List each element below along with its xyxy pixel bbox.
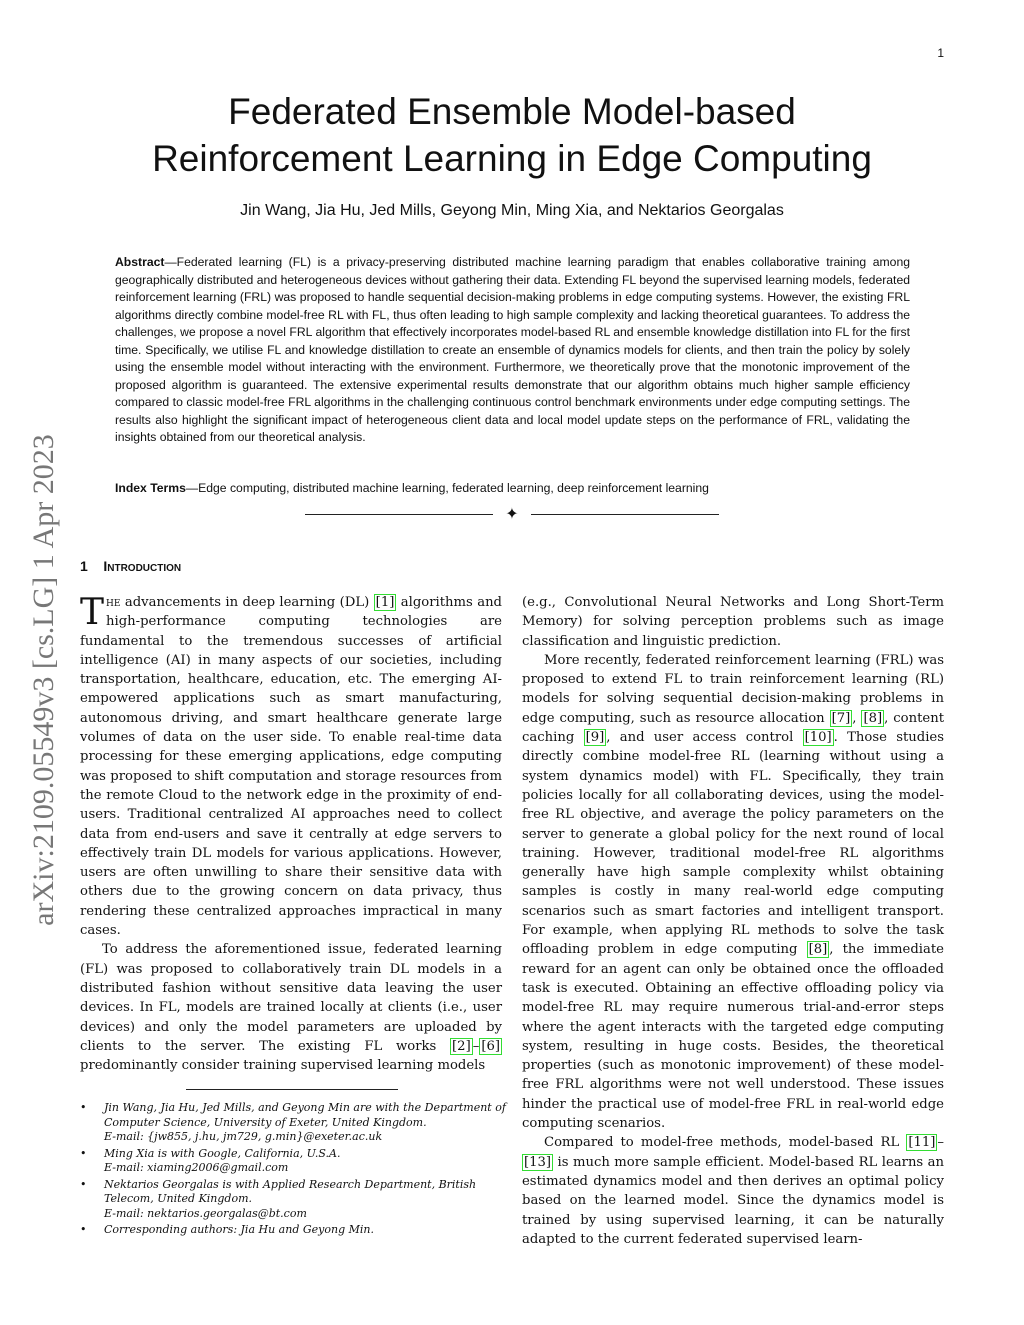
citation-link[interactable]: [1] <box>375 595 395 610</box>
footnotes <box>72 1101 512 1240</box>
citation-link[interactable]: [8] <box>863 710 883 726</box>
footnote-item <box>72 1101 512 1145</box>
index-terms-text: —Edge computing, distributed machine learning, federated learning, deep reinforcement learning <box>185 481 709 495</box>
arxiv-identifier: arXiv:2109.05549v3 [cs.LG] 1 Apr 2023 <box>27 434 60 926</box>
left-column <box>80 593 502 1075</box>
footnote-item <box>72 1178 512 1222</box>
footnote-email: E-mail: nektarios.georgalas@bt.com <box>104 1206 307 1220</box>
smallcaps-text: he <box>106 595 121 610</box>
citation-link[interactable]: [10] <box>804 730 832 746</box>
divider-rule-left <box>305 514 493 515</box>
citation-link[interactable]: [7] <box>831 710 851 726</box>
abstract <box>115 254 910 447</box>
paragraph <box>80 940 502 1075</box>
drop-cap: T <box>80 592 105 633</box>
text-span: advancements in deep learning (DL) <box>120 595 374 610</box>
footnote-email: E-mail: {jw855, j.hu, jm729, g.min}@exeter.ac.uk <box>104 1130 383 1143</box>
text-span: . Those studies directly combine model-free RL (learning without using a system dynamics model) with FL. Specifically, they train policies locally for all collaborating devices, using the model-free RL objective, and average the policy parameters on the server to generate a global policy for the next round of local training. However, traditional model-free RL algorithms generally have high sample complexity whilst obtaining samples is costly in many real-world edge computing scenarios such as smart factories and intelligent transport. For example, when applying RL methods to solve the task offloading problem in edge computing <box>522 730 944 958</box>
text-span: Compared to model-free methods, model-based RL <box>544 1135 907 1151</box>
index-terms-label: Index Terms <box>115 481 186 495</box>
citation-link[interactable]: [8] <box>808 942 828 958</box>
footnote-affiliation: • Ming Xia is with Google, California, U.S.A. <box>104 1146 341 1160</box>
citation-link[interactable]: [11] <box>908 1135 936 1151</box>
citation-range-dash: – <box>937 1135 944 1151</box>
citation-link[interactable]: [9] <box>585 730 605 746</box>
divider-rule-right <box>531 514 719 515</box>
abstract-text: —Federated learning (FL) is a privacy-preserving distributed machine learning paradigm that enables collaborative training among geographically distributed and heterogeneous devices without gathering their data. Extending FL beyond the supervised learning models, federated reinforcement learning (FRL) was proposed to handle sequential decision-making problems in edge computing systems. However, the existing FRL algorithms directly combine model-free RL with FL, thus often leading to high sample complexity and lacking theoretical guarantees. To address the challenges, we propose a novel FRL algorithm that effectively incorporates model-based RL and ensemble knowledge distillation into FL for the first time. Specifically, we utilise FL and knowledge distillation to create an ensemble of dynamics models for clients, and then train the policy by solely using the ensemble model without interacting with the environment. Furthermore, we theoretically prove that the monotonic improvement of the proposed algorithm is guaranteed. The extensive experimental results demonstrate that our algorithm obtains much higher sample efficiency compared to classic model-free FRL algorithms in the challenging continuous control benchmark environments under edge computing settings. The results also highlight the significant impact of heterogeneous client data and local model update steps on the performance of FRL, validating the insights obtained from our theoretical analysis. <box>115 255 910 444</box>
citation-link[interactable]: [13] <box>524 1154 552 1170</box>
text-span: algorithms and high-performance computing technologies are fundamental to the tremendous successes of artificial intelligence (AI) in many aspects of our societies, including transportation, healthcare, education, etc. The emerging AI-empowered applications such as smart manufacturing, autonomous driving, and smart healthcare generate large volumes of data on the user side. To enable real-time data processing for these emerging applications, edge computing was proposed to shift computation and storage resources from the remote Cloud to the network edge in the proximity of end-users. Traditional centralized AI approaches need to collect data from end-users and save it centrally at edge servers to effectively train DL models for various applications. However, users are often unwilling to share their sensitive data with others due to the growing concern on data privacy, thus rendering these centralized approaches impractical in many cases. <box>80 595 503 939</box>
divider-ornament-icon: ✦ <box>505 504 519 523</box>
section-number: 1 <box>80 558 88 574</box>
citation-separator: , <box>852 710 862 726</box>
page-number: 1 <box>937 46 944 60</box>
text-span: predominantly consider training supervised learning models <box>80 1058 486 1074</box>
section-title: Introduction <box>103 558 182 574</box>
paragraph <box>522 1133 944 1249</box>
title-line-2: Reinforcement Learning in Edge Computing <box>152 138 872 179</box>
section-heading <box>80 558 181 574</box>
footnote-rule <box>186 1089 398 1090</box>
citation-link[interactable]: [2] <box>452 1038 471 1054</box>
text-span: , content caching <box>522 710 944 746</box>
text-span: More recently, federated reinforcement learning (FRL) was proposed to extend FL to train reinforcement learning (RL) models for solving sequential decision-making problems in edge computing, such as resource allocation <box>522 652 944 726</box>
abstract-label: Abstract <box>115 255 165 269</box>
footnote-item <box>72 1147 512 1176</box>
paragraph: (e.g., Convolutional Neural Networks and Long Short-Term Memory) for solving perception problems such as image classification and linguistic prediction. <box>522 595 944 649</box>
footnote-corresponding: • Corresponding authors: Jia Hu and Geyong Min. <box>104 1223 374 1236</box>
footnote-affiliation: • Jin Wang, Jia Hu, Jed Mills, and Geyong Min are with the Department of Computer Science, University of Exeter, United Kingdom. <box>104 1101 506 1129</box>
title-line-1: Federated Ensemble Model-based <box>228 91 796 132</box>
footnote-item <box>72 1223 512 1238</box>
text-span: To address the aforementioned issue, federated learning (FL) was proposed to collaboratively train DL models in a distributed fashion without sensitive data leaving the user devices. In FL, models are trained locally at clients (i.e., user devices) and only the model parameters are uploaded by clients to the server. The existing FL works <box>80 942 502 1054</box>
footnote-email: E-mail: xiaming2006@gmail.com <box>104 1161 289 1174</box>
text-span: is much more sample efficient. Model-based RL learns an estimated dynamics model and then derives an optimal policy based on the learned model. Since the dynamics model is trained by using supervised learning, it can be naturally adapted to the current federated supervised learn- <box>522 1154 944 1247</box>
author-list: Jin Wang, Jia Hu, Jed Mills, Geyong Min, Ming Xia, and Nektarios Georgalas <box>240 202 784 219</box>
footnote-affiliation: • Nektarios Georgalas is with Applied Research Department, British Telecom, United Kingdom. <box>104 1177 477 1205</box>
citation-range-dash: – <box>472 1038 480 1054</box>
paragraph <box>80 593 502 940</box>
citation-link[interactable]: [6] <box>481 1038 500 1054</box>
text-span: , the immediate reward for an agent can only be obtained once the offloaded task is executed. Obtaining an effective offloading policy via model-free RL may require numerous trial-and-error steps where the agent interacts with the targeted edge computing system, resulting in huge costs. Besides, the theoretical properties (such as monotonic improvement) of these model-free FRL algorithms were not well understood. These issues hinder the practical use of model-free FRL in real-world edge computing scenarios. <box>522 942 944 1132</box>
index-terms <box>115 480 910 497</box>
right-column <box>522 593 944 1249</box>
section-divider <box>302 504 722 524</box>
paper-title <box>0 88 1024 182</box>
paragraph <box>522 651 944 1133</box>
text-span: , and user access control <box>606 730 803 746</box>
